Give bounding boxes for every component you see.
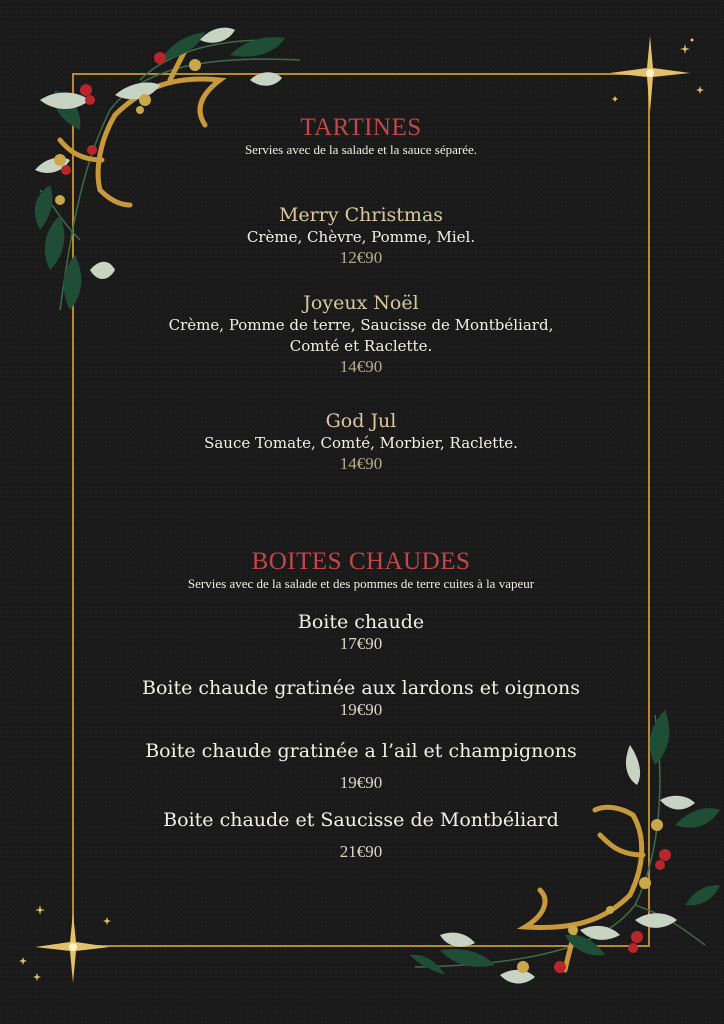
- item-description: Crème, Pomme de terre, Saucisse de Montbéliard,: [168, 316, 554, 334]
- item-name: Boite chaude gratinée aux lardons et oignons: [141, 677, 581, 699]
- item-name: Boite chaude gratinée a l’ail et champignons: [145, 740, 577, 762]
- item-price: 19€90: [339, 773, 383, 792]
- section-boites-chaudes-header: [72, 548, 650, 592]
- item-name: Joyeux Noël: [303, 292, 419, 314]
- section-subtitle: Servies avec de la salade et des pommes de terre cuites à la vapeur: [187, 576, 535, 591]
- menu-item: [72, 409, 650, 474]
- item-price: 14€90: [339, 454, 383, 473]
- item-description: Crème, Chèvre, Pomme, Miel.: [246, 228, 476, 246]
- item-price: 21€90: [339, 842, 383, 861]
- item-name: Merry Christmas: [278, 204, 444, 226]
- item-price: 12€90: [339, 248, 383, 267]
- menu-item: [72, 739, 650, 793]
- section-title: TARTINES: [300, 114, 422, 141]
- item-price: 14€90: [339, 357, 383, 376]
- section-subtitle: Servies avec de la salade et la sauce séparée.: [244, 142, 478, 157]
- item-price: 17€90: [339, 634, 383, 653]
- menu-item: [72, 203, 650, 268]
- section-tartines-header: [72, 114, 650, 158]
- star-sparkle-top-right-icon: [600, 30, 710, 120]
- item-name: Boite chaude: [297, 611, 425, 633]
- star-sparkle-bottom-left-icon: [15, 895, 125, 995]
- section-title: BOITES CHAUDES: [251, 548, 471, 575]
- item-price: 19€90: [339, 700, 383, 719]
- holly-garland-top-left-icon: [20, 20, 320, 320]
- menu-item: [72, 610, 650, 654]
- item-description: Sauce Tomate, Comté, Morbier, Raclette.: [204, 434, 518, 452]
- menu-item: [72, 291, 650, 377]
- menu-item: [72, 808, 650, 862]
- item-name: God Jul: [325, 410, 397, 432]
- item-name: Boite chaude et Saucisse de Montbéliard: [163, 809, 559, 831]
- menu-item: [72, 676, 650, 720]
- item-description-line2: Comté et Raclette.: [289, 337, 433, 355]
